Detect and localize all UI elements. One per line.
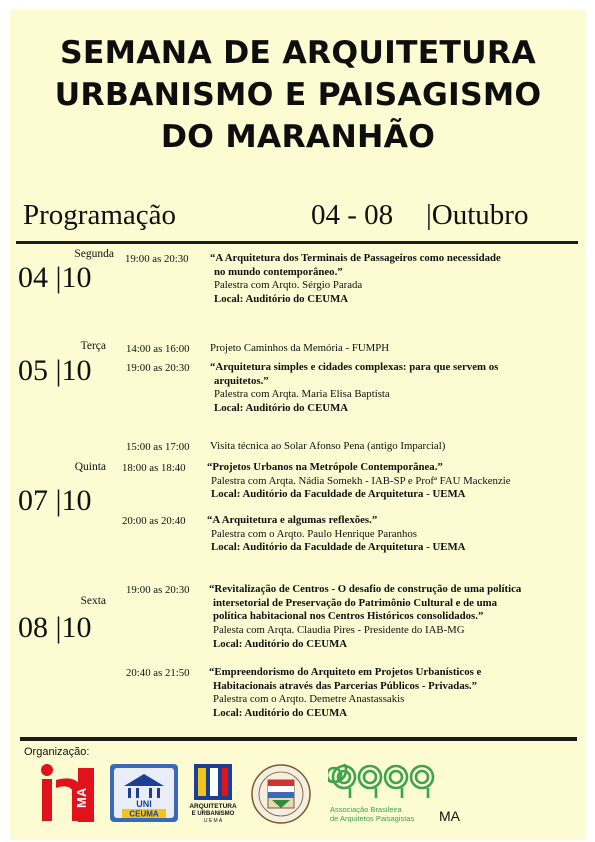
- event-block: [207, 461, 511, 502]
- event-block: [210, 252, 501, 307]
- event-title-cont: arquitetos.”: [214, 374, 269, 387]
- event-time: 19:00 as 20:30: [126, 584, 190, 596]
- uema-logo-text3: U E M A: [203, 818, 223, 824]
- event-time: 15:00 as 17:00: [126, 441, 190, 453]
- event-title: “Revitalização de Centros - O desafio de construção de uma política: [209, 583, 522, 595]
- event-block: [209, 583, 521, 652]
- day-date: 04 |10: [18, 261, 92, 294]
- weekday-label: Segunda: [74, 248, 114, 260]
- abap-logo-suffix: MA: [439, 808, 460, 824]
- event-title: “Arquitetura simples e cidades complexas: para que servem os: [210, 361, 499, 373]
- event-speaker: Palestra com Arqta. Maria Elisa Baptista: [214, 388, 390, 401]
- uema-architecture-logo-icon: [186, 762, 242, 826]
- day-date: 08 |10: [18, 611, 92, 644]
- day-date: 05 |10: [18, 354, 92, 387]
- event-block: [210, 361, 498, 416]
- event-title-cont: intersetorial de Preservação do Patrimônio Cultural e de uma: [213, 596, 498, 609]
- ceuma-name-text: CEUMA: [129, 809, 159, 819]
- event-time: 20:00 as 20:40: [122, 515, 186, 527]
- event-location: Local: Auditório do CEUMA: [214, 402, 349, 415]
- event-time: 20:40 as 21:50: [126, 667, 190, 679]
- title-line-1: SEMANA DE ARQUITETURA: [60, 35, 536, 71]
- abap-logo-text2: de Arquitetos Paisagistas: [330, 814, 415, 823]
- organizacao-label: Organização:: [24, 746, 90, 758]
- event-block: [207, 514, 465, 555]
- uema-seal-logo-icon: [250, 762, 312, 826]
- month-label: |Outubro: [426, 199, 529, 231]
- programacao-heading: Programação: [23, 199, 176, 231]
- event-time: 14:00 as 16:00: [126, 343, 190, 355]
- top-divider: [16, 241, 578, 244]
- event-time: 19:00 as 20:30: [126, 362, 190, 374]
- iab-logo-text: MA: [74, 787, 89, 808]
- ceuma-uni-text: UNI: [136, 799, 152, 809]
- event-plain: Visita técnica ao Solar Afonso Pena (antigo Imparcial): [210, 440, 446, 452]
- weekday-label: Sexta: [80, 595, 106, 607]
- event-title: “A Arquitetura e algumas reflexões.”: [207, 514, 378, 526]
- event-title: “A Arquitetura dos Terminais de Passageiros como necessidade: [210, 252, 501, 264]
- abap-logo-text1: Associação Brasileira: [330, 805, 402, 814]
- abap-logo-icon: [328, 764, 468, 826]
- event-title: “Projetos Urbanos na Metrópole Contemporânea.”: [207, 461, 443, 473]
- event-location: Local: Auditório da Faculdade de Arquitetura - UEMA: [211, 488, 466, 501]
- event-speaker: Palesta com Arqta. Claudia Pires - Presidente do IAB-MG: [213, 624, 465, 637]
- date-range: 04 - 08: [311, 199, 394, 231]
- uema-logo-text1: ARQUITETURA: [189, 803, 237, 810]
- event-location: Local: Auditório do CEUMA: [214, 293, 349, 306]
- event-title: “Empreendorismo do Arquiteto em Projetos Urbanísticos e: [209, 666, 482, 678]
- title-line-3: DO MARANHÃO: [160, 119, 436, 155]
- weekday-label: Terça: [80, 340, 106, 352]
- event-location: Local: Auditório do CEUMA: [213, 637, 348, 650]
- bottom-divider: [20, 737, 577, 741]
- event-plain: Projeto Caminhos da Memória - FUMPH: [210, 342, 390, 354]
- event-time: 19:00 as 20:30: [125, 253, 189, 265]
- event-speaker: Palestra com o Arqto. Demetre Anastassakis: [213, 693, 405, 706]
- uema-logo-text2: E URBANISMO: [191, 811, 235, 817]
- event-location: Local: Auditório da Faculdade de Arquitetura - UEMA: [211, 541, 466, 554]
- weekday-label: Quinta: [74, 461, 106, 473]
- poster: [10, 10, 586, 840]
- iab-logo-icon: [38, 760, 98, 824]
- event-speaker: Palestra com Arqto. Sérgio Parada: [214, 279, 363, 292]
- event-location: Local: Auditório do CEUMA: [213, 707, 348, 720]
- event-speaker: Palestra com o Arqto. Paulo Henrique Paranhos: [211, 527, 417, 540]
- title-line-2: URBANISMO E PAISAGISMO: [54, 77, 542, 113]
- day-date: 07 |10: [18, 484, 92, 517]
- event-time: 18:00 as 18:40: [122, 462, 186, 474]
- event-title-cont: no mundo contemporâneo.”: [214, 265, 343, 278]
- ceuma-logo-icon: [110, 762, 178, 824]
- event-title-cont: Habitacionais através das Parcerias Públicos - Privadas.”: [213, 679, 478, 692]
- event-title: [10, 32, 586, 158]
- event-title-cont: política habitacional nos Centros Históricos consolidados.”: [213, 610, 484, 623]
- event-speaker: Palestra com Arqta. Nádia Somekh - IAB-SP e Profª FAU Mackenzie: [211, 474, 511, 487]
- event-block: [209, 666, 481, 721]
